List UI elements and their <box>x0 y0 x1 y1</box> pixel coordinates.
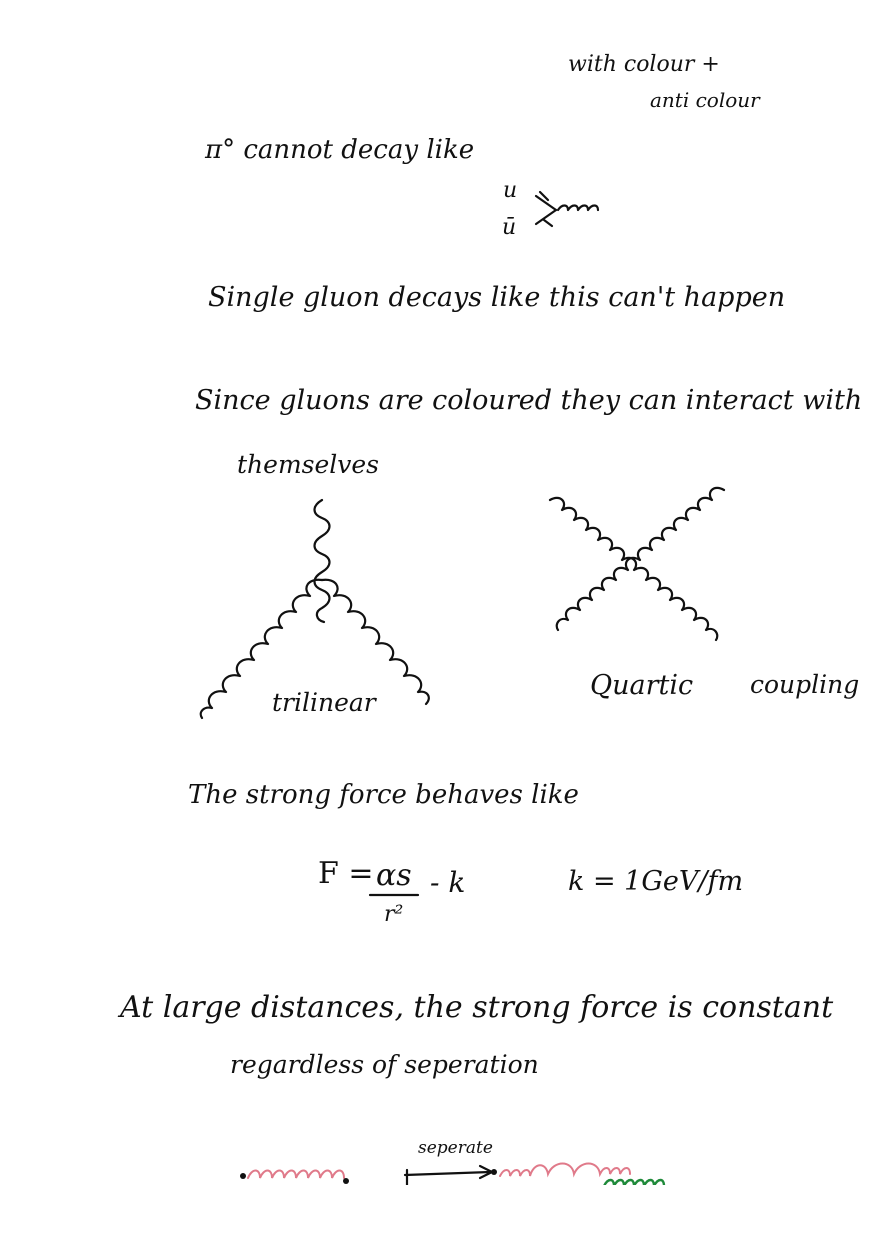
formula-tail: - k <box>430 866 466 899</box>
coloured-line-1: Since gluons are coloured they can interact with <box>195 385 863 416</box>
quartic-vertex-diagram <box>550 488 724 640</box>
colour-note-line1: with colour + <box>568 52 720 77</box>
large-distance-line-2: regardless of seperation <box>230 1050 539 1079</box>
separate-label: seperate <box>418 1138 493 1158</box>
trilinear-label: trilinear <box>272 688 376 717</box>
colour-note-line2: anti colour <box>650 88 760 112</box>
formula-denominator: r² <box>384 902 404 927</box>
formula-lhs: F = <box>318 856 374 891</box>
quartic-label: Quartic <box>590 670 694 701</box>
pi-cannot-decay: π° cannot decay like <box>205 135 475 165</box>
quark-antiquark-annihilation-sketch <box>536 192 598 226</box>
strong-force-line: The strong force behaves like <box>188 780 579 810</box>
trilinear-vertex-diagram <box>201 500 429 718</box>
k-value: k = 1GeV/fm <box>568 866 744 897</box>
coupling-label: coupling <box>750 670 860 699</box>
antiquark-label: ū <box>502 215 517 240</box>
coloured-line-2: themselves <box>237 450 380 479</box>
quark-label: u <box>503 178 518 203</box>
formula-numerator: αs <box>376 858 412 893</box>
large-distance-line-1: At large distances, the strong force is constant <box>120 990 834 1025</box>
bottom-crop-mask <box>250 1185 880 1245</box>
single-gluon-line: Single gluon decays like this can't happen <box>208 282 786 313</box>
